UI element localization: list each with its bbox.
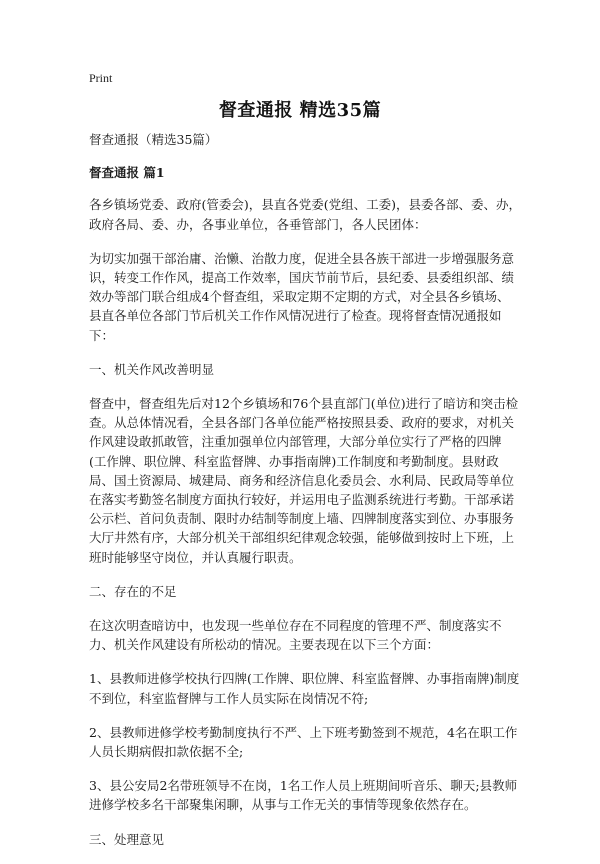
list-item-3: 3、县公安局2名带班领导不在岗，1名工作人员上班期间听音乐、聊天;县教师进修学校多名干部聚集闲聊，从事与工作无关的事情等现象依然存在。 (89, 778, 518, 813)
article-body (89, 130, 521, 864)
paragraph-shortcomings: 在这次明查暗访中，也发现一些单位存在不同程度的管理不严、制度落实不力、机关作风建设有所松动的情况。主要表现在以下三个方面： (89, 618, 502, 653)
list-item-2: 2、县教师进修学校考勤制度执行不严、上下班考勤签到不规范，4名在职工作人员长期病假扣款依据不全; (89, 724, 518, 760)
subheading-improvement: 一、机关作风改善明显 (89, 361, 215, 377)
paragraph-salutation: 各乡镇场党委、政府(管委会)，县直各党委(党组、工委)，县委各部、委、办，政府各局、委、办，各事业单位，各垂管部门，各人民团体： (89, 197, 522, 232)
page-title: 督查通报 精选35篇 (218, 100, 382, 121)
subheading-shortcomings: 二、存在的不足 (89, 583, 177, 599)
list-item-1: 1、县教师进修学校执行四牌(工作牌、职位牌、科室监督牌、办事指南牌)制度不到位，科室监督牌与工作人员实际在岗情况不符; (89, 671, 520, 706)
subheading-handling: 三、处理意见 (89, 831, 165, 847)
paragraph-intro: 为切实加强干部治庸、治懒、治散力度，促进全县各族干部进一步增强服务意识，转变工作作风，提高工作效率，国庆节前节后，县纪委、县委组织部、绩效办等部门联合组成4个督查组，采取定期不定期的方式，对全县各乡镇场、县直各单位各部门节后机关工作作风情况进行了检查。现将督查情况通报如下： (89, 250, 515, 343)
print-link[interactable]: Print (89, 71, 113, 85)
article-subtitle: 督查通报（精选35篇） (89, 132, 218, 147)
paragraph-improvement: 督查中，督查组先后对12个乡镇场和76个县直部门(单位)进行了暗访和突击检查。从总体情况看，全县各部门各单位能严格按照县委、政府的要求，对机关作风建设敢抓敢管，注重加强单位内部管理，大部分单位实行了严格的四牌 (工作牌、职位牌、科室监督牌、办事指南牌)工作制度和考勤制度。县财政局、国土资源局、城建局、商务和经济信息化委员会、水利局、民政局等单位在落实考勤签名制度方面执行较好，并运用电子监测系统进行考勤。干部承诺公示栏、首问负责制、限时办结制等制度上墙、四牌制度落实到位、办事服务大厅井然有序，大部分机关干部组织纪律观念较强，能够做到按时上下班，上班时能够坚守岗位，并认真履行职责。 (89, 396, 519, 565)
section-heading: 督查通报 篇1 (89, 165, 165, 181)
